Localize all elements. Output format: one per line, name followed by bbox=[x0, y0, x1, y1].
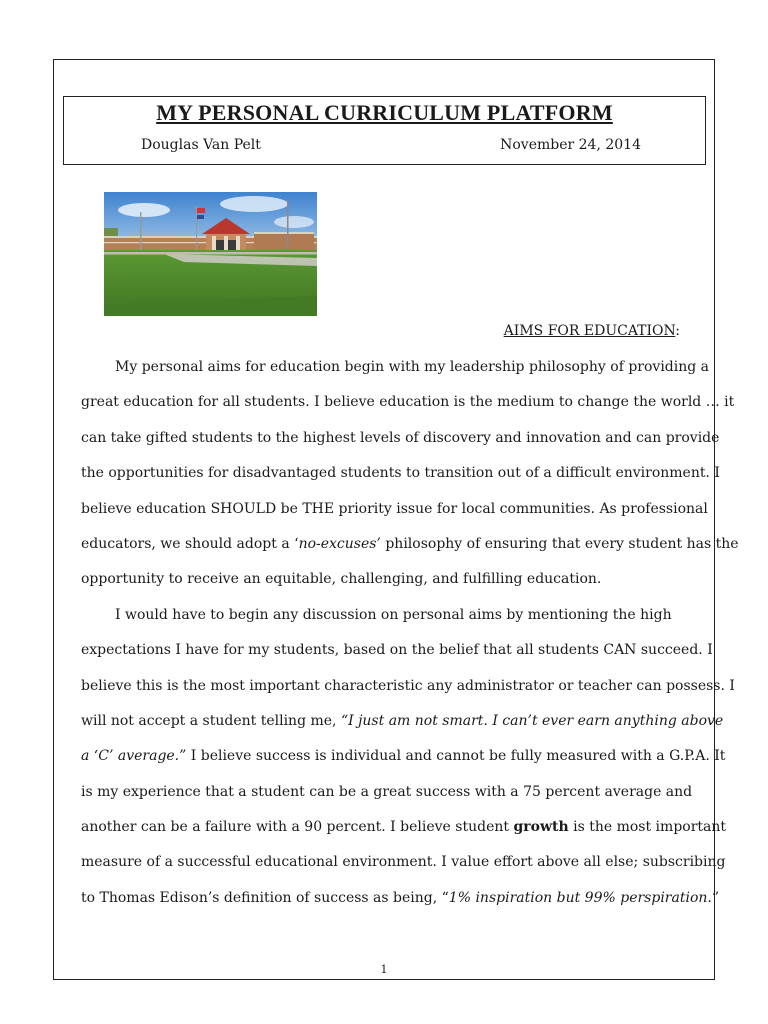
text-run: will not accept a student telling me, bbox=[81, 712, 341, 729]
paragraph2-line: I would have to begin any discussion on personal aims by mentioning the high bbox=[115, 606, 672, 623]
text-run: another can be a failure with a 90 percent. I believe student bbox=[81, 819, 514, 836]
paragraph2-line bbox=[81, 739, 726, 774]
paragraph2-line: is my experience that a student can be a great success with a 75 percent average and bbox=[81, 783, 693, 800]
document-title: MY PERSONAL CURRICULUM PLATFORM bbox=[156, 100, 613, 125]
section-heading-colon: : bbox=[675, 323, 680, 339]
paragraph2-line: expectations I have for my students, based on the belief that all students CAN succeed. I bbox=[81, 642, 713, 659]
body-text bbox=[81, 350, 739, 916]
paragraph2-line bbox=[81, 704, 724, 739]
paragraph1-line: opportunity to receive an equitable, challenging, and fulfilling education. bbox=[81, 571, 602, 588]
paragraph1-line: the opportunities for disadvantaged students to transition out of a difficult environment. I bbox=[81, 465, 720, 482]
paragraph1-line: great education for all students. I believe education is the medium to change the world … it bbox=[81, 394, 735, 411]
author-name: Douglas Van Pelt bbox=[141, 137, 261, 153]
title-box bbox=[63, 96, 706, 165]
text-run: to Thomas Edison’s definition of success as being, “ bbox=[81, 889, 449, 906]
paragraph2-line bbox=[81, 881, 719, 916]
text-run: educators, we should adopt a ‘ bbox=[81, 535, 299, 552]
paragraph2-line: believe this is the most important characteristic any administrator or teacher can possess. I bbox=[81, 677, 735, 694]
school-building-icon bbox=[104, 192, 317, 316]
bold-word-growth: growth bbox=[513, 819, 569, 836]
text-run: .” bbox=[707, 889, 719, 906]
italic-quote-edison: 1% inspiration but 99% perspiration bbox=[448, 889, 708, 906]
italic-phrase-no-excuses: no-excuses’ bbox=[298, 535, 381, 552]
text-run: is the most important bbox=[568, 819, 727, 836]
section-heading-text: AIMS FOR EDUCATION bbox=[503, 323, 676, 339]
text-run: I believe success is individual and cannot be fully measured with a G.P.A. It bbox=[186, 748, 726, 765]
paragraph1-line bbox=[81, 527, 739, 562]
page-number: 1 bbox=[380, 963, 388, 976]
text-run: philosophy of ensuring that every student has the bbox=[380, 535, 739, 552]
italic-quote: “I just am not smart. I can’t ever earn anything above bbox=[340, 712, 724, 729]
document-date: November 24, 2014 bbox=[500, 137, 641, 153]
paragraph2-line: measure of a successful educational environment. I value effort above all else; subscribing bbox=[81, 854, 726, 871]
paragraph2-line bbox=[81, 810, 727, 845]
section-heading-aims bbox=[504, 323, 680, 339]
paragraph1-line: believe education SHOULD be THE priority issue for local communities. As professional bbox=[81, 500, 708, 517]
italic-quote: a ‘C’ average.” bbox=[81, 748, 187, 765]
paragraph1-line: My personal aims for education begin with my leadership philosophy of providing a bbox=[115, 359, 710, 375]
paragraph1-line: can take gifted students to the highest levels of discovery and innovation and can provide bbox=[81, 429, 720, 446]
school-building-photo bbox=[104, 192, 317, 316]
